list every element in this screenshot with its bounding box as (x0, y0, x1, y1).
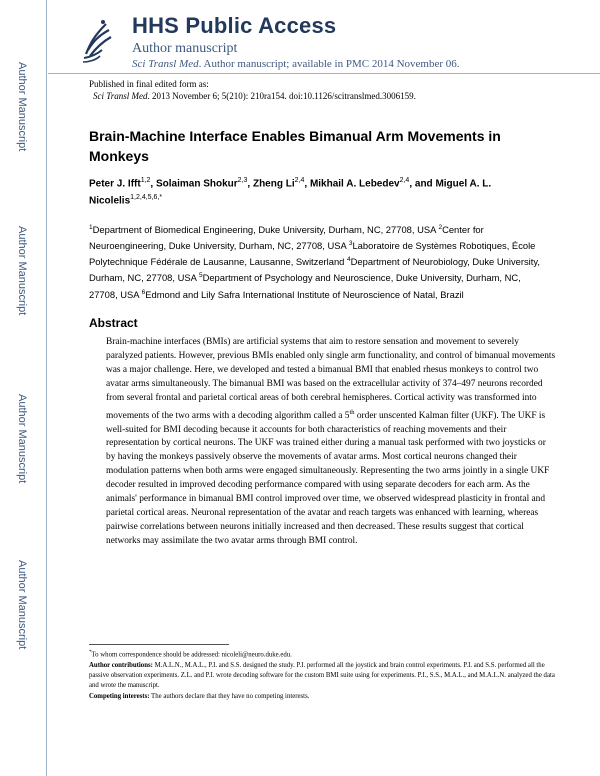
affiliations: $^1$Department of Biomedical Engineering, Duke University, Durham, NC, 27708, USA $^2$Center for Neuroengineering, Duke University, Durham, NC, 27708, USA $^3$Laboratoire de Systèmes Robotiques, École Polytechnique Fédérale de Lausanne, Lausanne, Switzerland $^4$Department of Neurobiology, Duke University, Durham, NC, 27708, USA $^5$Department of Psychology and Neuroscience, Duke University, Durham, NC, 27708, USA $^6$Edmond and Lily Safra International Institute of Neuroscience of Natal, Brazil (89, 224, 540, 300)
article-title: Brain-Machine Interface Enables Bimanual Arm Movements in Monkeys (89, 128, 501, 164)
author-manuscript-subtitle: Author manuscript (132, 41, 238, 56)
hhs-public-access-title: HHS Public Access (132, 13, 337, 38)
affiliation: Laboratoire de Systèmes Robotiques, École Polytechnique Fédérale de Lausanne, Lausanne, Switzerland (89, 240, 536, 268)
affiliation: Department of Psychology and Neuroscience, Duke University, Durham, NC, 27708, USA (89, 272, 521, 300)
author-name: Solaiman Shokur (155, 178, 238, 190)
sidebar-label: Author Manuscript (16, 394, 28, 484)
competing-interests-note: Competing interests: The authors declare that they have no competing interests. (89, 692, 310, 700)
sidebar-label: Author Manuscript (16, 560, 28, 650)
author-name: Peter J. Ifft (89, 178, 141, 190)
affiliation: Center for Neuroengineering, Duke University, Durham, NC, 27708, USA (89, 224, 484, 252)
published-label: Published in final edited form as: (89, 79, 209, 89)
abstract-body: Brain-machine interfaces (BMIs) are artificial systems that aim to restore sensation and movement to severely paralyzed patients. However, previous BMIs enabled only single arm functionality, and control of bimanual movements was a major challenge. Here, we developed and tested a bimanual BMI that enabled rhesus monkeys to control two avatar arms simultaneously. The bimanual BMI was based on the extracellular activity of 374–497 neurons recorded from several frontal and parietal cortical areas of both cerebral hemispheres. Cortical activity was transformed into movements of the two arms with a decoding algorithm called a 5th order unscented Kalman filter (UKF). The UKF is well-suited for BMI decoding because it accounts for both characteristics of reaching movements and their representation by cortical neurons. The UKF was trained either during a manual task performed with two joysticks or by having the monkeys passively observe the movements of avatar arms. Most cortical neurons changed their modulation patterns when both arms were engaged simultaneously. Representing the two arms jointly in a single UKF decoder resulted in improved decoding performance compared with using separate decoders for each arm. As the animals' performance in bimanual BMI control improved over time, we observed widespread plasticity in frontal and parietal cortical areas. Neuronal representation of the avatar and reach targets was enhanced with learning, whereas pairwise correlations between neurons initially increased and then decreased. These results suggest that cortical networks may assimilate the two avatar arms through BMI control. (106, 337, 556, 546)
author-contributions-note: Author contributions: M.A.L.N., M.A.L., P.I. and S.S. designed the study. P.I. performed all the joystick and brain control experiments. P.I. and S.S. performed all the passive observation experiments. Z.L. and P.I. wrote decoding software for the custom BMI suite using for experiments. P.I., S.S., M.A.L., and M.A.L.N. analyzed the data and wrote the manuscript. (89, 662, 555, 689)
hhs-eagle-logo-icon (76, 10, 116, 72)
sidebar-label: Author Manuscript (16, 62, 28, 152)
author-name: Zheng Li (252, 178, 295, 190)
footnote-divider (89, 644, 229, 645)
header-divider (48, 73, 600, 74)
citation: Sci Transl Med. 2013 November 6; 5(210): 210ra154. doi:10.1126/scitranslmed.3006159. (93, 91, 416, 101)
sidebar-divider (46, 0, 47, 776)
footnotes (89, 648, 559, 703)
affiliation: Department of Neurobiology, Duke University, Durham, NC, 27708, USA (89, 256, 540, 284)
author-name: Mikhail A. Lebedev (309, 178, 400, 190)
publication-info (89, 78, 416, 102)
affiliation: Department of Biomedical Engineering, Duke University, Durham, NC, 27708, USA (92, 224, 439, 236)
author-list: Peter J. Ifft$^{1,2}$, Solaiman Shokur$^{2,3}$, Zheng Li$^{2,4}$, Mikhail A. Lebedev$^{2,4}$, and Miguel A. L. Nicolelis$^{1,2,4,5,6,*}$ (89, 177, 492, 207)
author-name: Miguel A. L. Nicolelis (89, 178, 492, 207)
sidebar-label: Author Manuscript (16, 226, 28, 316)
correspondence-note: *To whom correspondence should be addressed: nicoleli@neuro.duke.edu. (89, 650, 292, 659)
affiliation: Edmond and Lily Safra International Institute of Neuroscience of Natal, Brazil (145, 288, 464, 300)
journal-availability-line: Sci Transl Med. Author manuscript; available in PMC 2014 November 06. (132, 58, 460, 70)
abstract-heading: Abstract (89, 316, 138, 330)
author-manuscript-sidebar (0, 0, 48, 776)
